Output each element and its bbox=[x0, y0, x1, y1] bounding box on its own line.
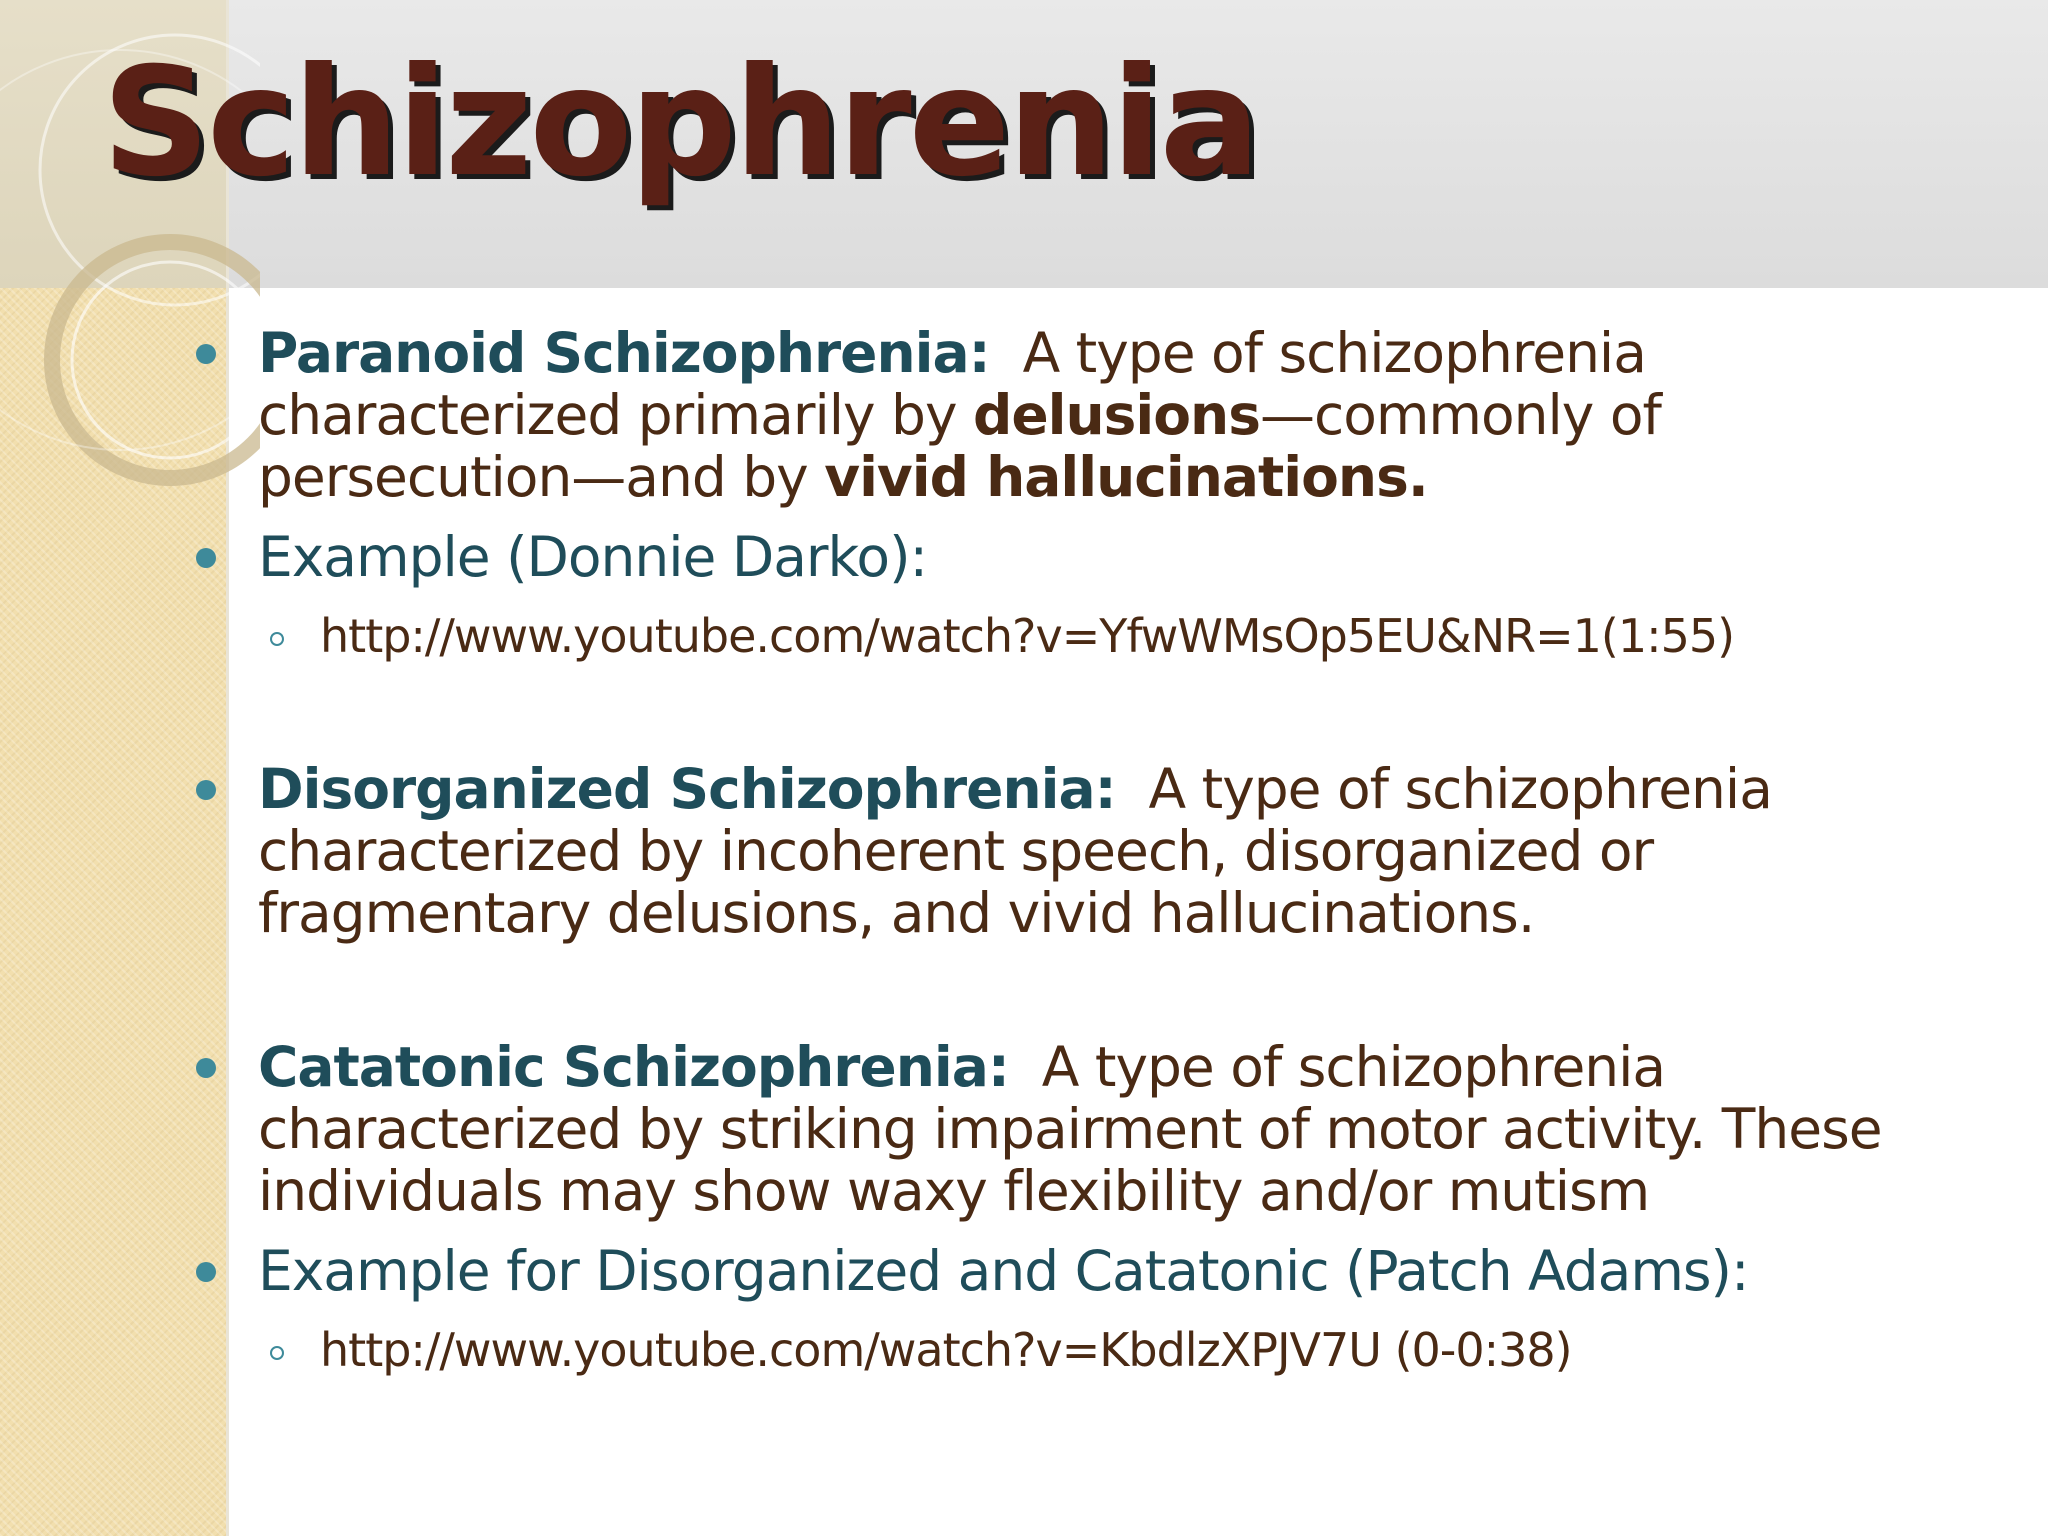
definition-text: A type of schizophrenia characterized by incoherent speech, disorganized or fragmentary delusions, and vivid hallucinations. bbox=[258, 757, 1772, 945]
bullet-dot-icon bbox=[196, 780, 216, 800]
definition-text: A type of schizophrenia characterized primarily by bbox=[258, 321, 1646, 447]
term-label: Catatonic Schizophrenia: bbox=[258, 1035, 1009, 1099]
emphasis-text: delusions bbox=[973, 383, 1260, 447]
example-label: Example for Disorganized and Catatonic (Patch Adams): bbox=[258, 1239, 1749, 1303]
bullet-disorganized bbox=[258, 758, 1898, 944]
term-label: Paranoid Schizophrenia: bbox=[258, 321, 990, 385]
bullet-dot-icon bbox=[196, 1262, 216, 1282]
definition-text: A type of schizophrenia characterized by striking impairment of motor activity. These individuals may show waxy flexibility and/or mutism bbox=[258, 1035, 1882, 1223]
link-donnie-darko[interactable] bbox=[258, 606, 1898, 666]
bullet-catatonic bbox=[258, 1036, 1898, 1222]
definition-text: —commonly of persecution—and by bbox=[258, 383, 1661, 509]
bullet-list bbox=[258, 322, 1898, 1380]
example-label: Example (Donnie Darko): bbox=[258, 525, 928, 589]
bullet-example-patch-adams bbox=[258, 1240, 1898, 1302]
bullet-dot-icon bbox=[196, 548, 216, 568]
video-link[interactable]: http://www.youtube.com/watch?v=YfwWMsOp5EU&NR=1(1:55) bbox=[320, 609, 1735, 663]
bullet-dot-icon bbox=[196, 344, 216, 364]
link-patch-adams[interactable] bbox=[258, 1320, 1898, 1380]
bullet-paranoid bbox=[258, 322, 1898, 508]
emphasis-text: vivid hallucinations. bbox=[824, 445, 1428, 509]
slide-title: Schizophrenia bbox=[102, 36, 1258, 210]
sub-bullet-ring-icon bbox=[270, 1346, 284, 1360]
sub-bullet-ring-icon bbox=[270, 632, 284, 646]
bullet-dot-icon bbox=[196, 1058, 216, 1078]
term-label: Disorganized Schizophrenia: bbox=[258, 757, 1116, 821]
bullet-example-donnie-darko bbox=[258, 526, 1898, 588]
video-link[interactable]: http://www.youtube.com/watch?v=KbdlzXPJV7U (0-0:38) bbox=[320, 1323, 1572, 1377]
